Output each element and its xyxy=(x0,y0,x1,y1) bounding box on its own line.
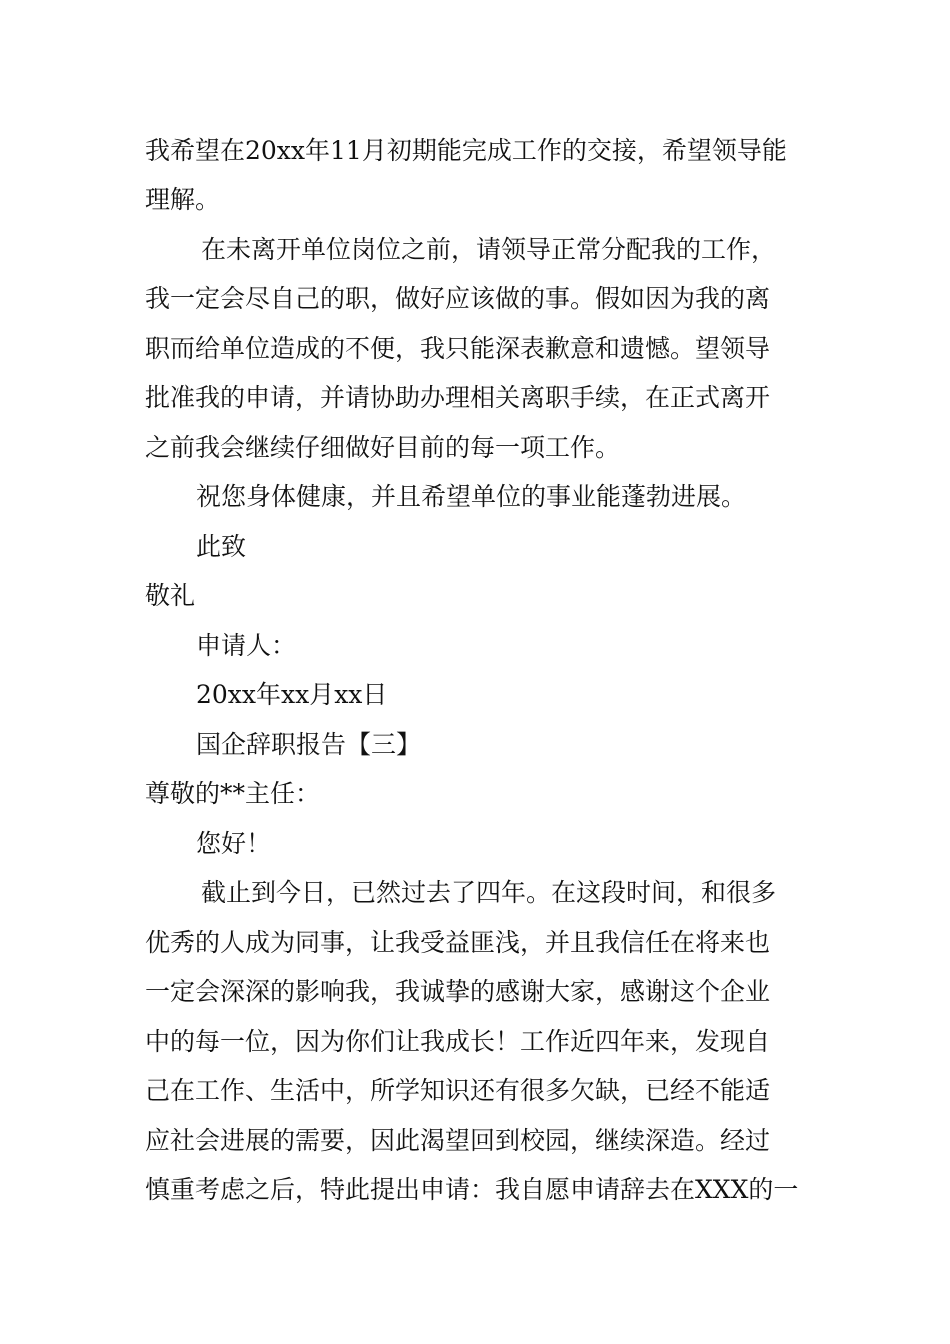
greeting: 您好！ xyxy=(196,829,272,858)
salutation-jing-li: 敬礼 xyxy=(145,581,196,610)
paragraph-line: 己在工作、生活中，所学知识还有很多欠缺，已经不能适 xyxy=(145,1076,771,1105)
paragraph-line: 我一定会尽自己的职，做好应该做的事。假如因为我的离 xyxy=(145,284,771,313)
paragraph-line: 批准我的申请，并请协助办理相关离职手续，在正式离开 xyxy=(145,383,771,412)
closing-wish: 祝您身体健康，并且希望单位的事业能蓬勃进展。 xyxy=(196,482,747,511)
paragraph-line: 之前我会继续仔细做好目前的每一项工作。 xyxy=(145,433,621,462)
paragraph-line: 职而给单位造成的不便，我只能深表歉意和遗憾。望领导 xyxy=(145,334,771,363)
section-title: 国企辞职报告【三】 xyxy=(196,730,422,759)
addressee: 尊敬的**主任： xyxy=(145,779,321,808)
salutation-ci-zhi: 此致 xyxy=(196,532,247,561)
paragraph-line: 慎重考虑之后，特此提出申请：我自愿申请辞去在XXX的一 xyxy=(145,1175,799,1204)
date-line: 20xx年xx月xx日 xyxy=(196,680,388,709)
paragraph-line: 中的每一位，因为你们让我成长！工作近四年来，发现自 xyxy=(145,1027,771,1056)
paragraph-line: 一定会深深的影响我，我诚挚的感谢大家，感谢这个企业 xyxy=(145,977,771,1006)
paragraph-line: 优秀的人成为同事，让我受益匪浅，并且我信任在将来也 xyxy=(145,928,771,957)
paragraph-line: 应社会进展的需要，因此渴望回到校园，继续深造。经过 xyxy=(145,1126,771,1155)
paragraph-line: 我希望在20xx年11月初期能完成工作的交接，希望领导能 xyxy=(145,136,787,165)
paragraph-line: 理解。 xyxy=(145,185,221,214)
paragraph-line: 截止到今日，已然过去了四年。在这段时间，和很多 xyxy=(201,878,777,907)
applicant-label: 申请人： xyxy=(196,631,297,660)
paragraph-line: 在未离开单位岗位之前，请领导正常分配我的工作， xyxy=(201,235,777,264)
